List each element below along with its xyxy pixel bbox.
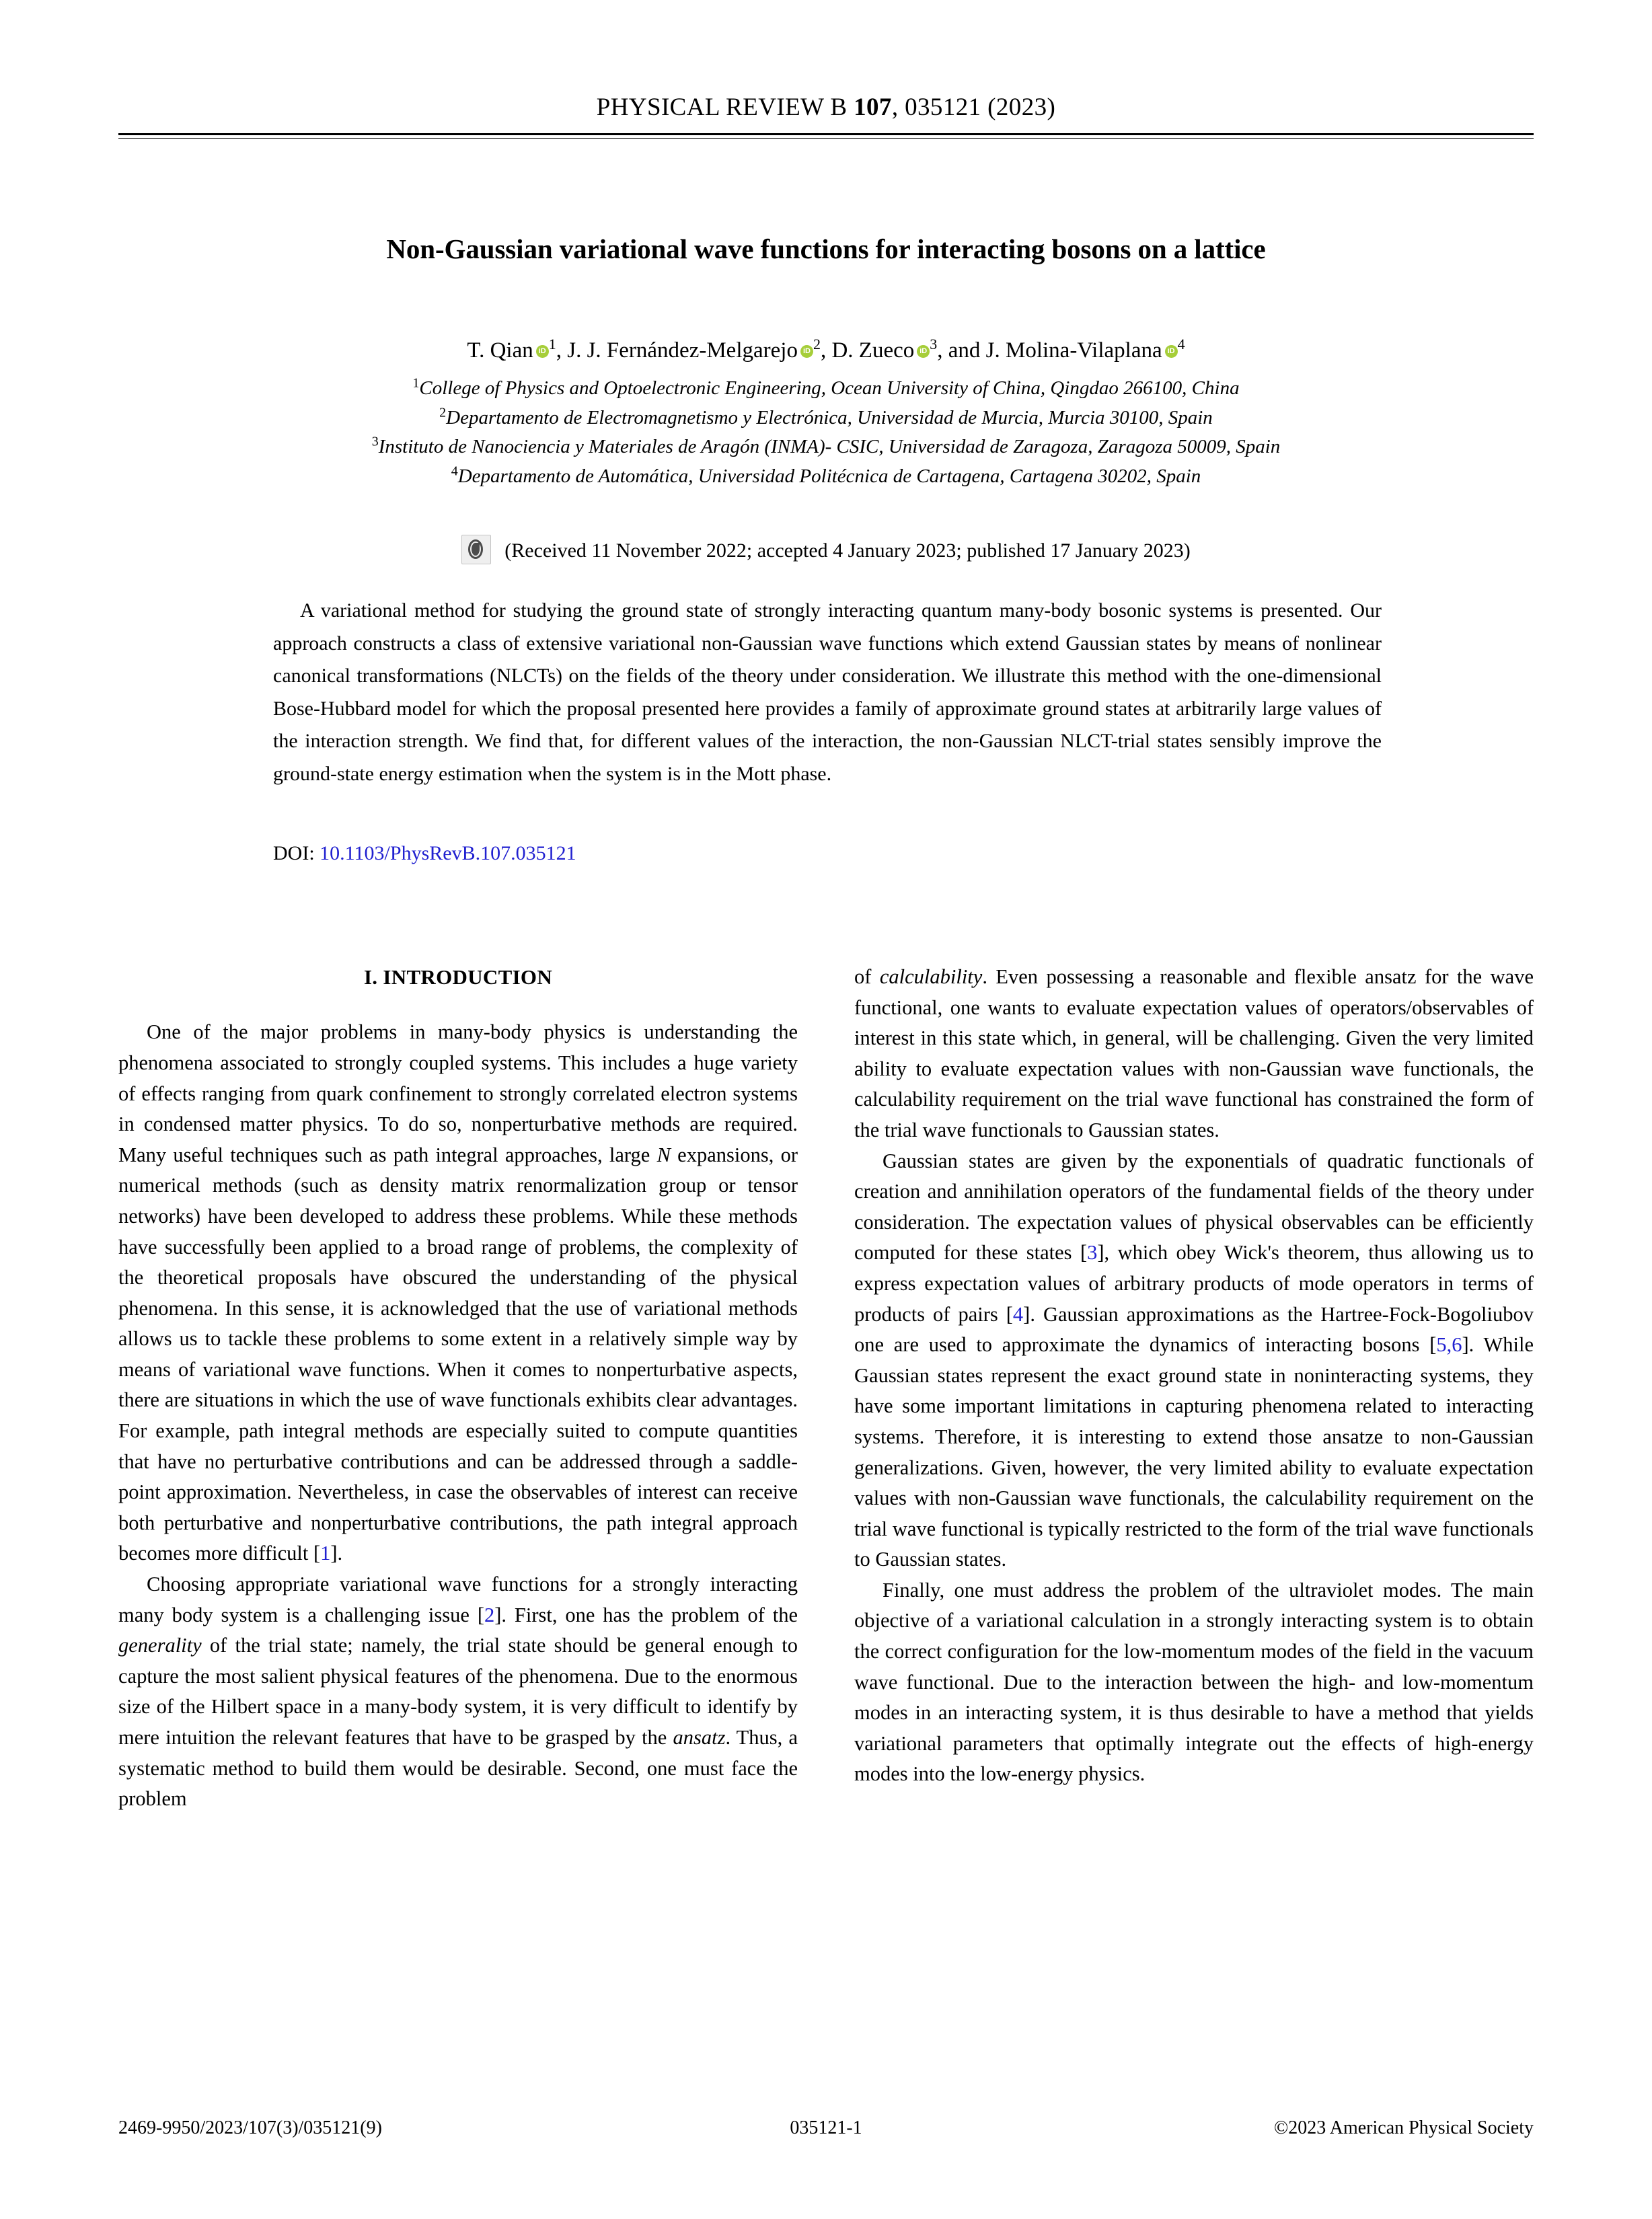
abstract: A variational method for studying the ground state of strongly interacting quantum many-body bosonic systems is presented. Our approach constructs a class of extensive variational non-Gaussian wave functions which extend Gaussian states by means of nonlinear canonical transformations (NLCTs) on the fields of the theory under consideration. We illustrate this method with the one-dimensional Bose-Hubbard model for which the proposal presented here provides a family of approximate ground states at arbitrarily large values of the interaction strength. We find that, for different values of the interaction, the non-Gaussian NLCT-trial states sensibly improve the ground-state energy estimation when the system is in the Mott phase. xyxy=(273,599,1382,785)
paragraph xyxy=(118,1017,798,1569)
affiliation-marker: 4 xyxy=(451,463,458,478)
paragraph-text: Choosing appropriate variational wave functions for a strongly interacting many body system is a challenging issue [ xyxy=(118,1573,798,1626)
affiliation-item xyxy=(155,374,1497,404)
paragraph: Finally, one must address the problem of the ultraviolet modes. The main objective of a variational calculation in a strongly interacting system is to obtain the correct configuration for the low-momentum modes of the field in the vacuum wave functional. Due to the interaction between the high- and low-momentum modes in an interacting system, it is thus desirable to have a method that yields variational parameters that optimally integrate out the effects of high-energy modes into the low-energy physics. xyxy=(854,1578,1534,1786)
author-list xyxy=(202,336,1450,365)
title-block xyxy=(202,232,1450,266)
paragraph xyxy=(854,962,1534,1146)
emphasis-generality: generality xyxy=(118,1634,202,1657)
journal-volume: 107 xyxy=(854,93,892,121)
paragraph-text: ]. xyxy=(330,1542,343,1565)
publication-dates: (Received 11 November 2022; accepted 4 January 2023; published 17 January 2023) xyxy=(504,539,1191,562)
column-right xyxy=(854,962,1534,1790)
citation-link[interactable]: 5,6 xyxy=(1436,1333,1462,1357)
column-left xyxy=(118,962,798,1815)
affiliation-list xyxy=(155,374,1497,491)
journal-name: PHYSICAL REVIEW B xyxy=(596,93,854,121)
author-affiliation-marker-3: 3 xyxy=(930,336,938,352)
paragraph-text: ]. While Gaussian states represent the exact ground state in noninteracting systems, they have some important limitations in capturing phenomena related to interacting systems. Therefore, it is interesting to extend those ansatze to non-Gaussian generalizations. Given, however, the very limited ability to evaluate expectation values with non-Gaussian wave functionals, the calculability requirement on the trial wave functional is typically restricted to the form of the trial wave functionals to Gaussian states. xyxy=(854,1333,1534,1571)
footer-page-number: 035121-1 xyxy=(790,2117,862,2138)
author-separator-1: , xyxy=(556,338,568,363)
paragraph-text: ]. First, one has the problem of the xyxy=(494,1603,798,1626)
author-name-1: T. Qian xyxy=(467,338,533,363)
orcid-icon[interactable] xyxy=(1165,345,1178,358)
citation-link[interactable]: 1 xyxy=(320,1542,331,1565)
paragraph-text: Gaussian states are given by the exponentials of quadratic functionals of creation and annihilation operators of the fundamental fields of the theory under consideration. The expectation values of physical observables can be efficiently computed for these states [ xyxy=(854,1149,1534,1265)
author-separator-2: , xyxy=(820,338,832,363)
author-name-3: D. Zueco xyxy=(831,338,915,363)
author-affiliation-marker-4: 4 xyxy=(1177,336,1185,352)
citation-link[interactable]: 3 xyxy=(1087,1241,1098,1265)
footer-copyright: ©2023 American Physical Society xyxy=(1274,2117,1534,2138)
doi-label: DOI: xyxy=(273,842,320,864)
affiliation-text: College of Physics and Optoelectronic Engineering, Ocean University of China, Qingdao 266100, China xyxy=(419,377,1240,399)
affiliation-item xyxy=(155,432,1497,462)
publication-dates-row xyxy=(202,535,1450,564)
paragraph xyxy=(854,1146,1534,1575)
affiliation-marker: 3 xyxy=(371,434,379,449)
section-heading-introduction: I. INTRODUCTION xyxy=(363,965,553,989)
author-name-2: J. J. Fernández-Melgarejo xyxy=(567,338,798,363)
affiliation-marker: 2 xyxy=(439,404,447,420)
affiliation-item xyxy=(155,462,1497,492)
affiliation-text: Departamento de Electromagnetismo y Electrónica, Universidad de Murcia, Murcia 30100, Spain xyxy=(446,406,1213,428)
author-affiliation-marker-2: 2 xyxy=(813,336,821,352)
paragraph-text: . Thus, a systematic method to build them would be desirable. Second, one must face the problem xyxy=(118,1726,798,1811)
doi-link[interactable]: 10.1103/PhysRevB.107.035121 xyxy=(320,842,576,864)
author-affiliation-marker-1: 1 xyxy=(548,336,556,352)
paragraph xyxy=(118,1569,798,1815)
author-name-4: J. Molina-Vilaplana xyxy=(985,338,1162,363)
page-title: Non-Gaussian variational wave functions for interacting bosons on a lattice xyxy=(386,233,1266,264)
header-rule-thick xyxy=(118,133,1534,135)
paragraph-text: One of the major problems in many-body physics is understanding the phenomena associated to strongly coupled systems. This includes a huge variety of effects ranging from quark confinement to strongly correlated electron systems in condensed matter physics. To do so, nonperturbative methods are required. Many useful techniques such as path integral approaches, large xyxy=(118,1020,798,1166)
citation-link[interactable]: 2 xyxy=(484,1603,495,1626)
author-separator-3: , and xyxy=(937,338,986,363)
emphasis-ansatz: ansatz xyxy=(673,1726,726,1749)
header-rule-thin xyxy=(118,138,1534,139)
paragraph-text: of the trial state; namely, the trial state should be general enough to capture the most salient physical features of the phenomena. Due to the enormous size of the Hilbert space in a many-body system, it is very difficult to identify by mere intuition the relevant features that have to be grasped by the xyxy=(118,1634,798,1749)
orcid-icon[interactable] xyxy=(800,345,813,358)
crossmark-icon[interactable] xyxy=(461,535,491,564)
doi-line xyxy=(273,842,576,865)
paragraph-text: ], which obey Wick's theorem, thus allowing us to express expectation values of arbitrary products of mode operators in terms of products of pairs [ xyxy=(854,1241,1534,1326)
math-italic-N: N xyxy=(656,1143,671,1166)
affiliation-marker: 1 xyxy=(412,375,420,391)
paragraph-text: . Even possessing a reasonable and flexible ansatz for the wave functional, one wants to evaluate expectation values of operators/observables of interest in this state which, in general, will be challenging. Given the very limited ability to evaluate expectation values with non-Gaussian wave functionals, the calculability requirement on the trial wave functional has constrained the form of the trial wave functionals to Gaussian states. xyxy=(854,965,1534,1141)
citation-link[interactable]: 4 xyxy=(1012,1302,1024,1326)
paragraph-text: expansions, or numerical methods (such as density matrix renormalization group or tensor networks) have been developed to address these problems. While these methods have successfully been applied to a broad range of problems, the complexity of the theoretical proposals have obscured the understanding of the physical phenomena. In this sense, it is acknowledged that the use of variational methods allows us to tackle these problems to some extent in a relatively simple way by means of variational wave functions. When it comes to nonperturbative aspects, there are situations in which the use of wave functionals exhibits clear advantages. For example, path integral methods are especially suited to compute quantities that have no perturbative contributions and can be addressed through a saddle-point approximation. Nevertheless, in case the observables of interest can receive both perturbative and nonperturbative contributions, the path integral approach becomes more difficult [ xyxy=(118,1143,798,1565)
paragraph-text: ]. Gaussian approximations as the Hartree-Fock-Bogoliubov one are used to approximate the dynamics of interacting bosons [ xyxy=(854,1302,1534,1357)
paragraph-text: of xyxy=(854,965,880,988)
orcid-icon[interactable] xyxy=(536,345,549,358)
affiliation-text: Departamento de Automática, Universidad Politécnica de Cartagena, Cartagena 30202, Spain xyxy=(457,465,1201,487)
body-columns xyxy=(118,962,1534,2038)
footer-issn: 2469-9950/2023/107(3)/035121(9) xyxy=(118,2117,382,2138)
affiliation-text: Instituto de Nanociencia y Materiales de Aragón (INMA)- CSIC, Universidad de Zaragoza, Zaragoza 50009, Spain xyxy=(378,436,1281,457)
journal-article-id: , 035121 (2023) xyxy=(891,93,1056,121)
emphasis-calculability: calculability xyxy=(879,965,983,988)
running-head xyxy=(118,93,1534,122)
orcid-icon[interactable] xyxy=(917,345,930,358)
affiliation-item xyxy=(155,404,1497,433)
